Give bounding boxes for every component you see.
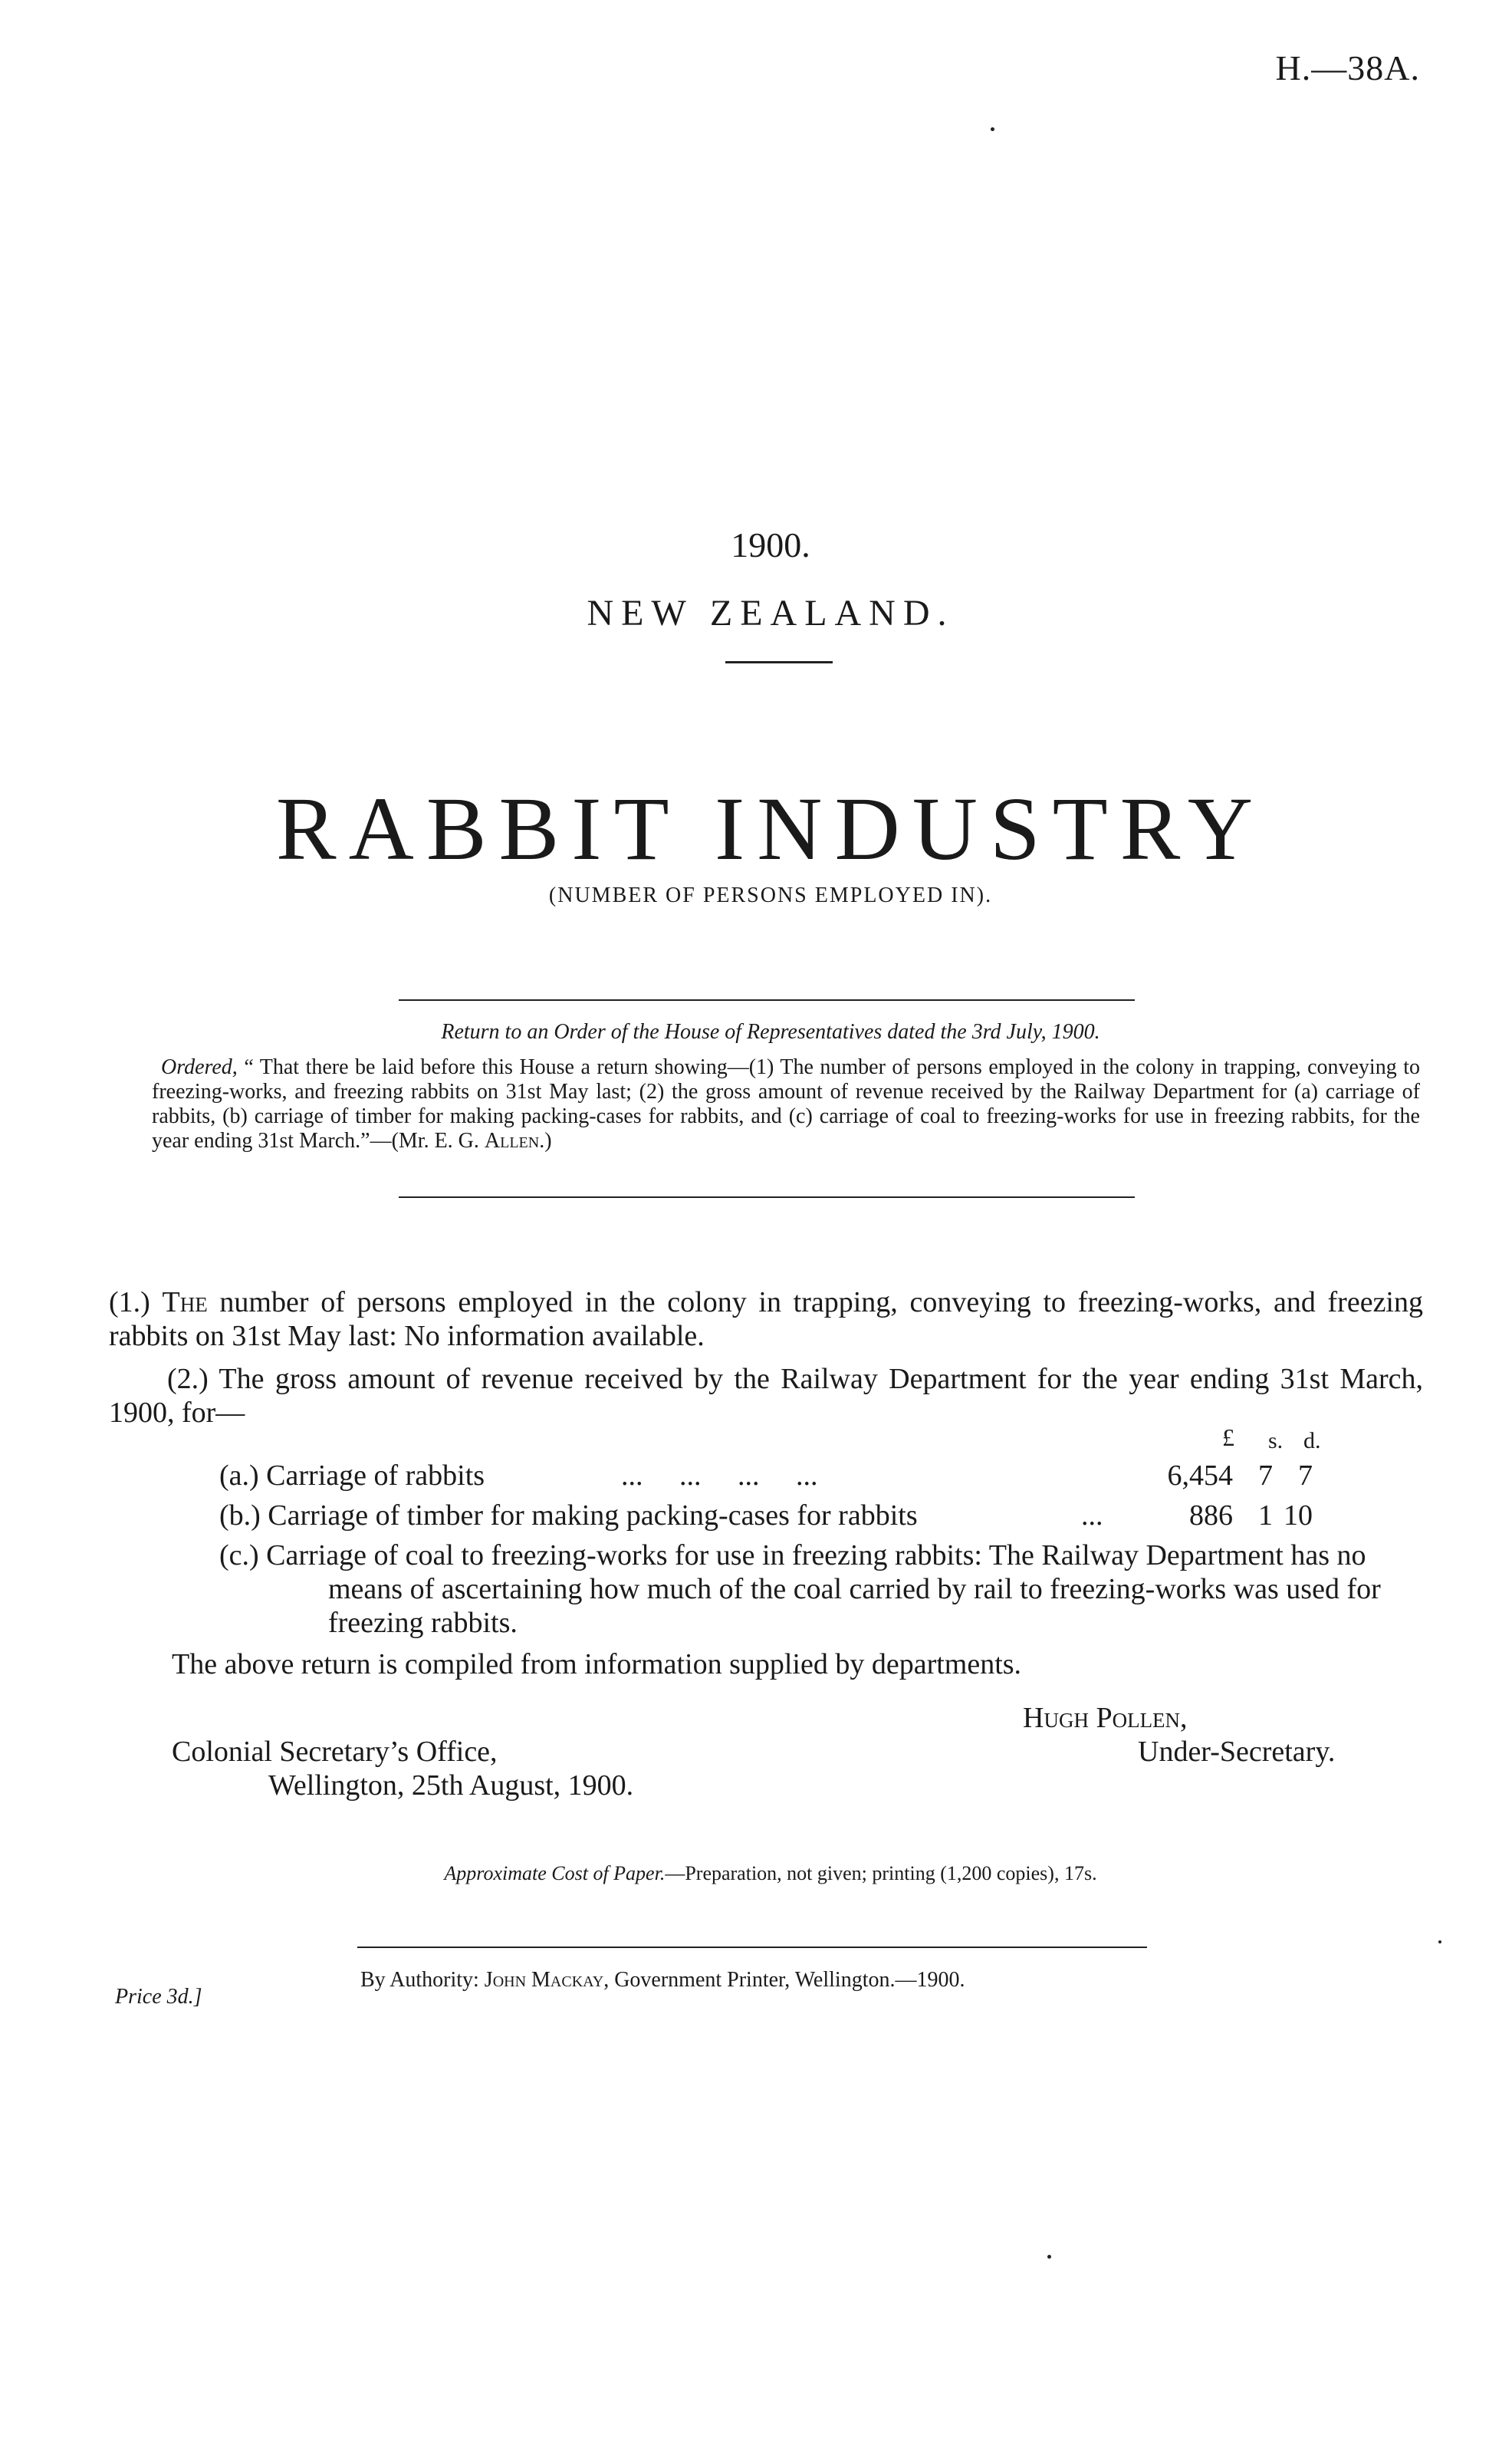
- item-a-pence: 7: [1298, 1460, 1313, 1492]
- paragraph-1-first-word: The: [162, 1286, 208, 1318]
- document-year: 1900.: [731, 525, 810, 564]
- print-speck: [1047, 2255, 1051, 2259]
- cost-note: [0, 1862, 1512, 1885]
- item-a-dots: ... ... ... ...: [621, 1460, 818, 1492]
- paragraph-1-number: (1.): [109, 1286, 163, 1318]
- cost-label: Approximate Cost of Paper.: [444, 1862, 666, 1884]
- item-a-label: (a.) Carriage of rabbits: [219, 1460, 485, 1492]
- closing-statement: The above return is compiled from information supplied by departments.: [172, 1648, 1022, 1680]
- order-heading: Return to an Order of the House of Representatives dated the 3rd July, 1900.: [441, 1020, 1100, 1044]
- authority-prefix: By Authority:: [360, 1968, 485, 1992]
- divider-rule: [725, 661, 833, 663]
- authority-rule: [357, 1947, 1147, 1948]
- item-a-pounds: 6,454: [1167, 1460, 1233, 1492]
- item-b-pounds: 886: [1189, 1499, 1233, 1532]
- cost-text: —Preparation, not given; printing (1,200 copies), 17s.: [665, 1862, 1097, 1884]
- order-bottom-rule: [399, 1196, 1135, 1198]
- item-b-pence: 10: [1284, 1499, 1313, 1532]
- order-text: [152, 1055, 1420, 1153]
- print-speck: [991, 127, 994, 131]
- page-subtitle: (NUMBER OF PERSONS EMPLOYED IN).: [548, 884, 993, 907]
- print-speck: [1438, 1940, 1441, 1943]
- item-b-label: (b.) Carriage of timber for making packing-cases for rabbits: [219, 1499, 918, 1532]
- pence-header: d.: [1303, 1428, 1321, 1453]
- printer-authority: [360, 1968, 965, 1993]
- item-a-shillings: 7: [1258, 1460, 1273, 1492]
- order-quote: “ That there be laid before this House a return showing—(1) The number of persons employed in the colony in trapping, conveying to freezing-works, and freezing rabbits on 31st May last; (2) the gross amount of revenue received by the Railway Department for (a) carriage of rabbits, (b) carriage of timber for making packing-cases for rabbits, and (c) carriage of coal to freezing-works for use in freezing rabbits, for the year ending 31st March.”—(Mr. E. G.: [152, 1055, 1420, 1153]
- office-name: Colonial Secretary’s Office,: [172, 1736, 498, 1768]
- authority-suffix: , Government Printer, Wellington.—1900.: [603, 1968, 965, 1992]
- price-note: Price 3d.]: [115, 1985, 202, 2009]
- item-b-shillings: 1: [1258, 1499, 1273, 1532]
- paragraph-1-text: number of persons employed in the colony in trapping, conveying to freezing-works, and freezing rabbits on 31st May last: No information available.: [109, 1286, 1423, 1352]
- shillings-header: s.: [1268, 1428, 1284, 1453]
- page-title: RABBIT INDUSTRY: [275, 778, 1266, 879]
- order-mover: Allen.): [484, 1129, 552, 1153]
- signatory-title: Under-Secretary.: [1138, 1736, 1336, 1768]
- item-c-text: (c.) Carriage of coal to freezing-works for use in freezing rabbits: The Railway Department has no means of ascertaining how much of the coal carried by rail to freezing-works was used for freezing rabbits.: [219, 1539, 1381, 1639]
- printer-name: John Mackay: [484, 1968, 604, 1992]
- ordered-label: Ordered,: [161, 1055, 238, 1079]
- signatory-name: Hugh Pollen,: [1023, 1702, 1188, 1734]
- pounds-header: £: [1222, 1423, 1234, 1451]
- paragraph-1: [109, 1285, 1423, 1353]
- order-top-rule: [399, 999, 1135, 1001]
- paragraph-2: (2.) The gross amount of revenue received by the Railway Department for the year ending 31st March, 1900, for—: [109, 1363, 1423, 1429]
- country-heading: NEW ZEALAND.: [587, 593, 955, 633]
- item-b-dots: ...: [1081, 1499, 1103, 1532]
- document-reference: H.—38A.: [1275, 48, 1420, 87]
- place-date: Wellington, 25th August, 1900.: [268, 1769, 634, 1802]
